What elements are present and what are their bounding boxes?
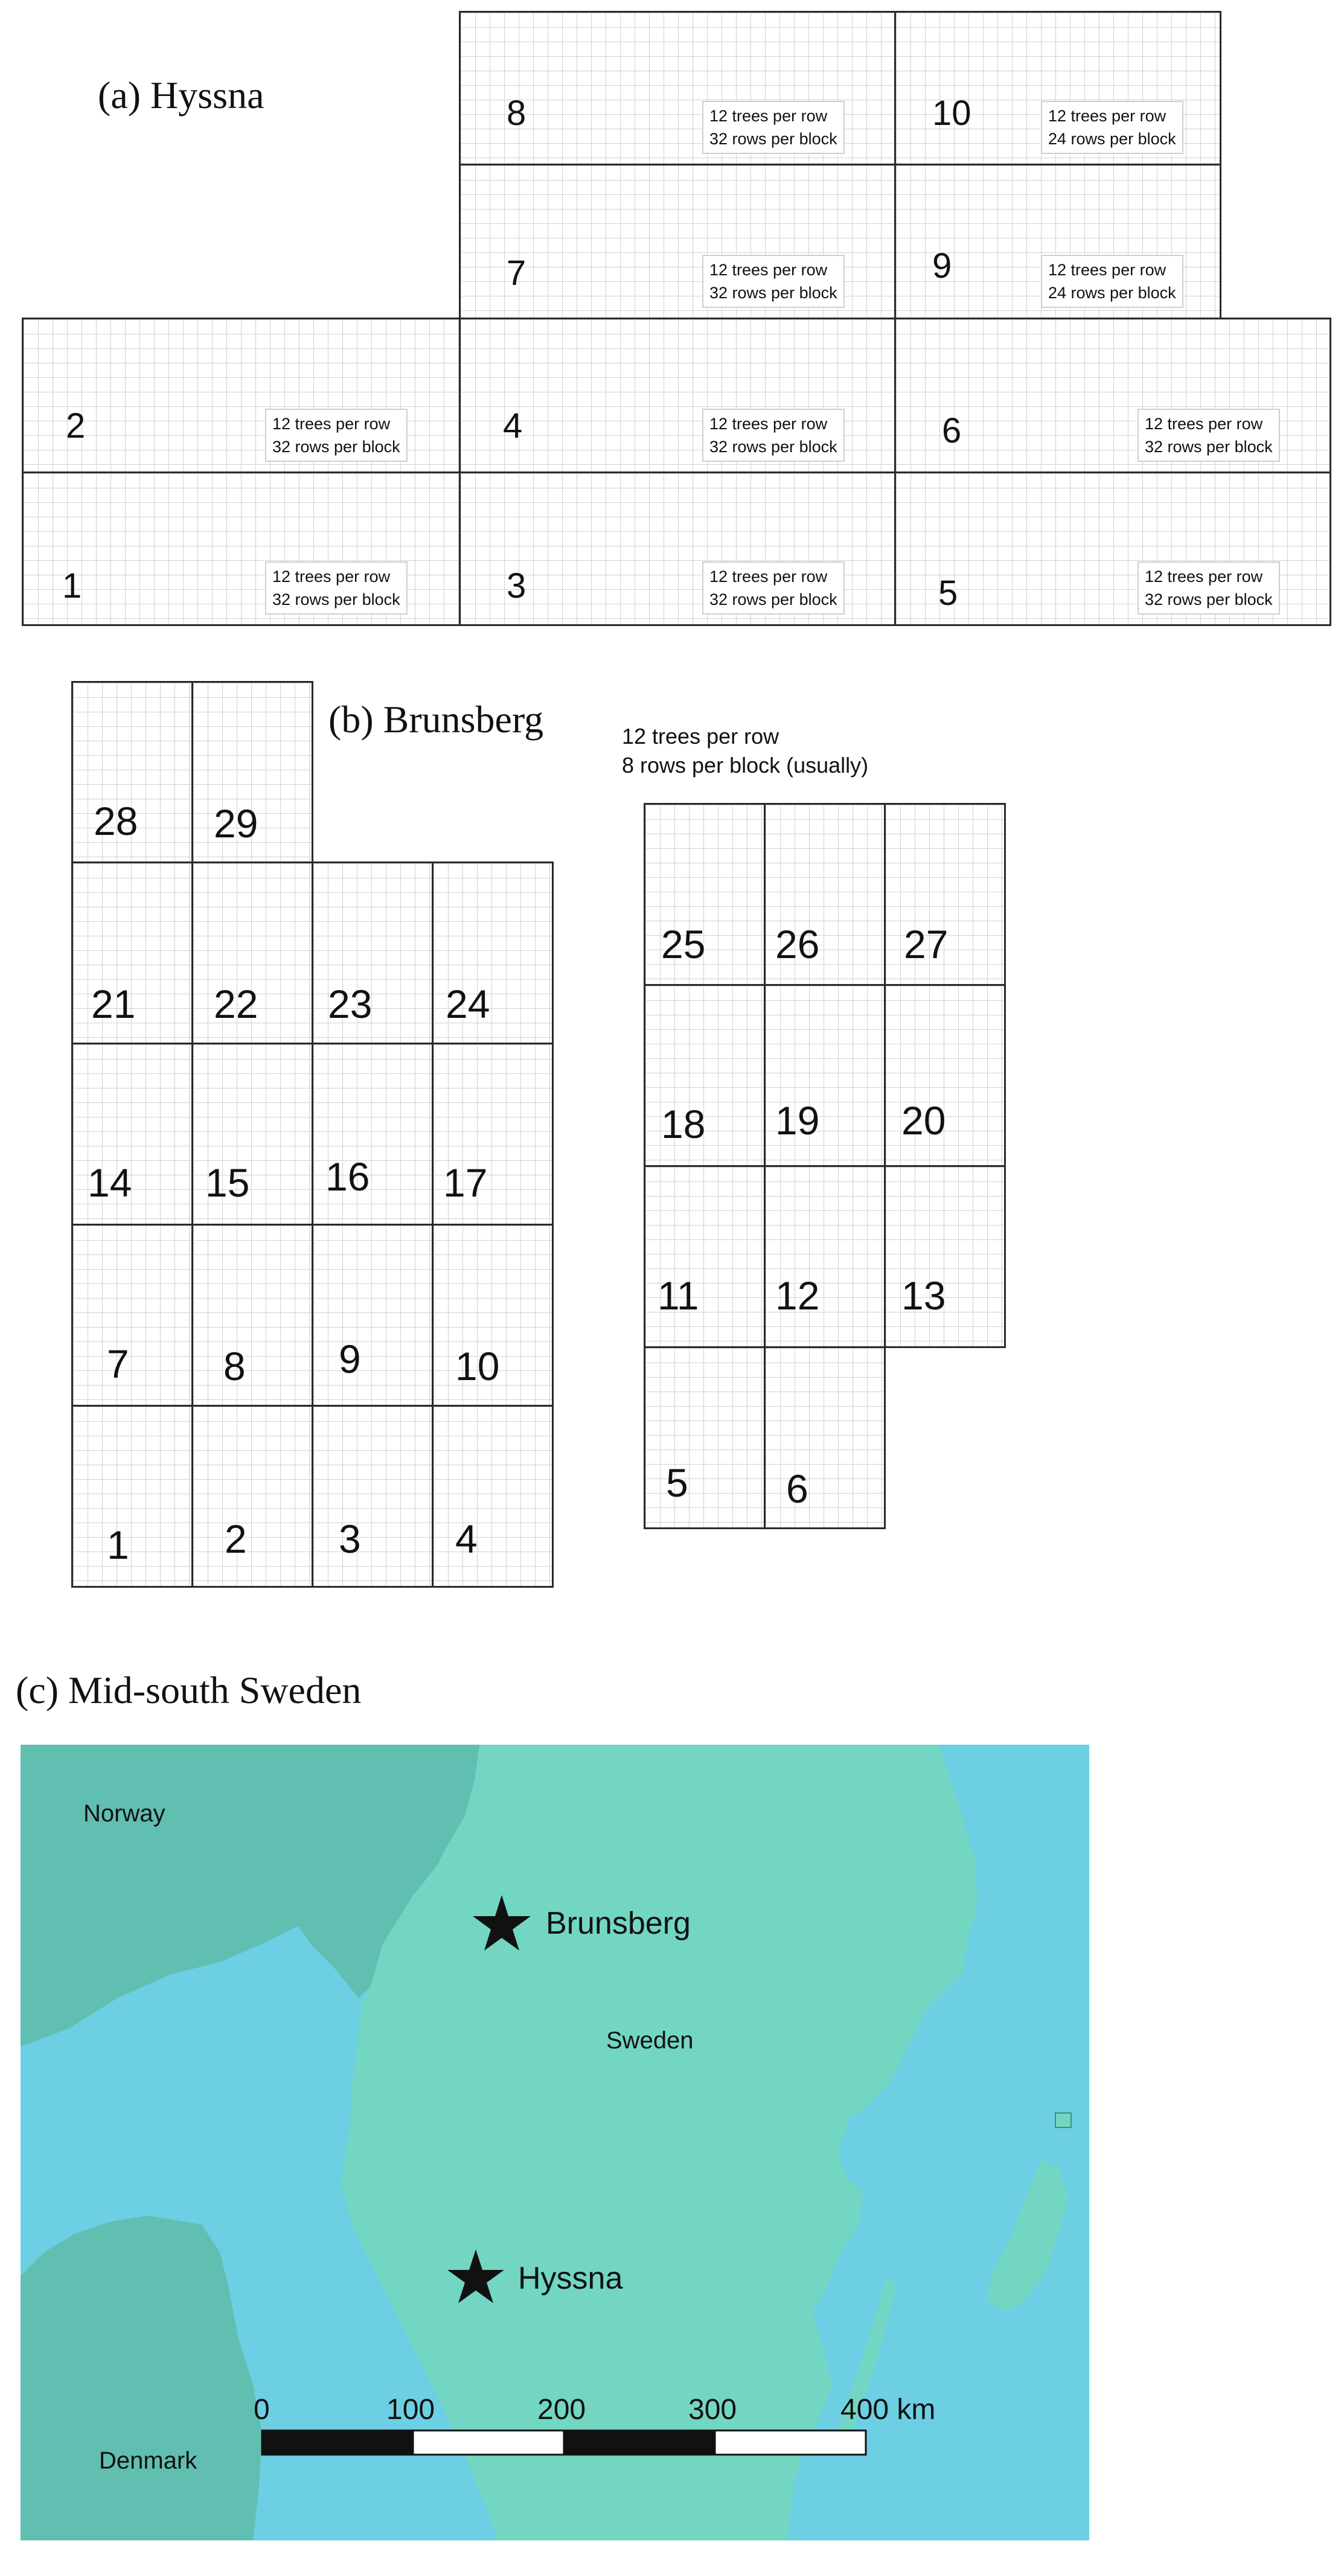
block-number: 10 [932, 94, 971, 133]
block-note [265, 409, 408, 462]
block-number: 5 [666, 1460, 688, 1505]
block-number: 4 [503, 406, 523, 446]
block-note [702, 409, 845, 462]
brunsberg-block [312, 1405, 434, 1588]
brunsberg-block [71, 861, 193, 1044]
block-number: 7 [107, 1341, 129, 1386]
scale-tick-label: 100 [386, 2394, 435, 2426]
note-line-trees: 12 trees per row [1048, 261, 1166, 279]
brunsberg-block [764, 1165, 886, 1348]
hyssna-block [894, 164, 1221, 319]
sweden-map [21, 1745, 1089, 2540]
note-line-rows: 32 rows per block [272, 438, 400, 456]
brunsberg-block [432, 1224, 554, 1407]
panel-a-caption: (a) Hyssna [98, 74, 264, 117]
brunsberg-block [191, 1043, 313, 1226]
block-number: 1 [62, 566, 82, 606]
brunsberg-block [191, 861, 313, 1044]
hyssna-block [894, 11, 1221, 165]
brunsberg-block [71, 681, 193, 863]
block-number: 3 [339, 1517, 361, 1561]
block-number: 4 [455, 1517, 478, 1561]
block-number: 10 [455, 1344, 500, 1389]
block-number: 2 [66, 406, 86, 446]
scale-tick-label: 300 [688, 2394, 737, 2426]
block-number: 8 [223, 1344, 246, 1389]
note-line-trees: 12 trees per row [1145, 567, 1263, 586]
note-line-rows: 32 rows per block [709, 284, 837, 302]
block-number: 18 [661, 1102, 706, 1146]
brunsberg-block [71, 1224, 193, 1407]
brunsberg-block [644, 803, 766, 986]
note-line-trees: 12 trees per row [272, 567, 391, 586]
brunsberg-block [191, 681, 313, 863]
note-line-rows: 32 rows per block [709, 438, 837, 456]
block-number: 5 [938, 574, 958, 613]
brunsberg-label: Brunsberg [546, 1906, 691, 1941]
brunsberg-block [764, 803, 886, 986]
note-line-rows: 32 rows per block [1145, 438, 1273, 456]
brunsberg-block [191, 1224, 313, 1407]
block-number: 2 [225, 1517, 247, 1561]
note-line-rows: 32 rows per block [272, 590, 400, 609]
panel-b-caption: (b) Brunsberg [328, 698, 544, 741]
note-line-trees: 12 trees per row [272, 415, 391, 433]
denmark-land [21, 2216, 262, 2540]
brunsberg-block [644, 1346, 766, 1529]
block-number: 28 [94, 799, 138, 843]
denmark-label: Denmark [99, 2447, 197, 2474]
note-line-trees: 12 trees per row [622, 724, 779, 749]
hyssna-block [459, 471, 896, 626]
norway-label: Norway [83, 1800, 165, 1827]
brunsberg-block [884, 803, 1006, 986]
block-number: 17 [443, 1160, 488, 1205]
block-number: 19 [775, 1098, 820, 1143]
brunsberg-block [884, 984, 1006, 1167]
note-line-rows: 32 rows per block [1145, 590, 1273, 609]
scale-tick-label: 400 km [840, 2394, 936, 2426]
small-island [1055, 2113, 1071, 2127]
gotland-island [987, 2161, 1068, 2312]
block-number: 22 [214, 982, 258, 1026]
sweden-label: Sweden [606, 2027, 694, 2054]
block-note [702, 561, 845, 615]
hyssna-block [894, 318, 1331, 473]
scale-tick-label: 0 [254, 2394, 270, 2426]
note-line-rows: 8 rows per block (usually) [622, 753, 869, 778]
scale-seg-1 [262, 2431, 413, 2455]
brunsberg-block [884, 1165, 1006, 1348]
block-number: 24 [446, 982, 490, 1026]
block-number: 20 [901, 1098, 946, 1143]
block-note [1041, 101, 1183, 154]
block-number: 23 [328, 982, 373, 1026]
scale-seg-2 [413, 2431, 564, 2455]
brunsberg-block [312, 1043, 434, 1226]
block-number: 3 [507, 566, 526, 606]
note-line-trees: 12 trees per row [1145, 415, 1263, 433]
hyssna-label: Hyssna [518, 2261, 623, 2296]
block-number: 6 [942, 411, 962, 450]
note-line-rows: 24 rows per block [1048, 130, 1176, 148]
note-line-trees: 12 trees per row [709, 567, 828, 586]
block-number: 1 [107, 1523, 129, 1567]
note-line-rows: 32 rows per block [709, 130, 837, 148]
block-number: 15 [205, 1160, 250, 1205]
block-number: 25 [661, 922, 706, 967]
brunsberg-block [312, 861, 434, 1044]
note-line-rows: 32 rows per block [709, 590, 837, 609]
block-number: 14 [88, 1160, 132, 1205]
scale-seg-4 [715, 2431, 866, 2455]
block-number: 13 [901, 1273, 946, 1318]
block-note [1138, 561, 1280, 615]
brunsberg-block [764, 984, 886, 1167]
hyssna-block [459, 318, 896, 473]
block-note [702, 255, 845, 308]
brunsberg-block [432, 1405, 554, 1588]
block-number: 8 [507, 94, 526, 133]
block-note [1138, 409, 1280, 462]
brunsberg-block [644, 984, 766, 1167]
block-number: 16 [325, 1154, 370, 1199]
block-number: 21 [91, 982, 136, 1026]
note-line-trees: 12 trees per row [709, 107, 828, 125]
note-line-trees: 12 trees per row [709, 415, 828, 433]
block-number: 29 [214, 801, 258, 846]
block-number: 12 [775, 1273, 820, 1318]
scale-seg-3 [564, 2431, 715, 2455]
block-number: 27 [904, 922, 949, 967]
block-number: 6 [786, 1466, 808, 1511]
brunsberg-block [71, 1043, 193, 1226]
block-number: 11 [658, 1273, 699, 1318]
hyssna-block [22, 318, 461, 473]
brunsberg-block [432, 1043, 554, 1226]
brunsberg-block [71, 1405, 193, 1588]
scale-tick-label: 200 [537, 2394, 586, 2426]
hyssna-block [459, 11, 896, 165]
brunsberg-note [622, 722, 868, 780]
block-number: 9 [339, 1337, 361, 1381]
note-line-trees: 12 trees per row [1048, 107, 1166, 125]
block-number: 9 [932, 246, 952, 286]
brunsberg-block [191, 1405, 313, 1588]
hyssna-block [894, 471, 1331, 626]
panel-c-caption: (c) Mid-south Sweden [16, 1669, 362, 1711]
block-number: 26 [775, 922, 820, 967]
brunsberg-block [432, 861, 554, 1044]
block-note [265, 561, 408, 615]
hyssna-block [459, 164, 896, 319]
brunsberg-block [764, 1346, 886, 1529]
note-line-rows: 24 rows per block [1048, 284, 1176, 302]
block-number: 7 [507, 254, 526, 293]
brunsberg-block [644, 1165, 766, 1348]
block-note [702, 101, 845, 154]
brunsberg-block [312, 1224, 434, 1407]
block-note [1041, 255, 1183, 308]
note-line-trees: 12 trees per row [709, 261, 828, 279]
hyssna-block [22, 471, 461, 626]
